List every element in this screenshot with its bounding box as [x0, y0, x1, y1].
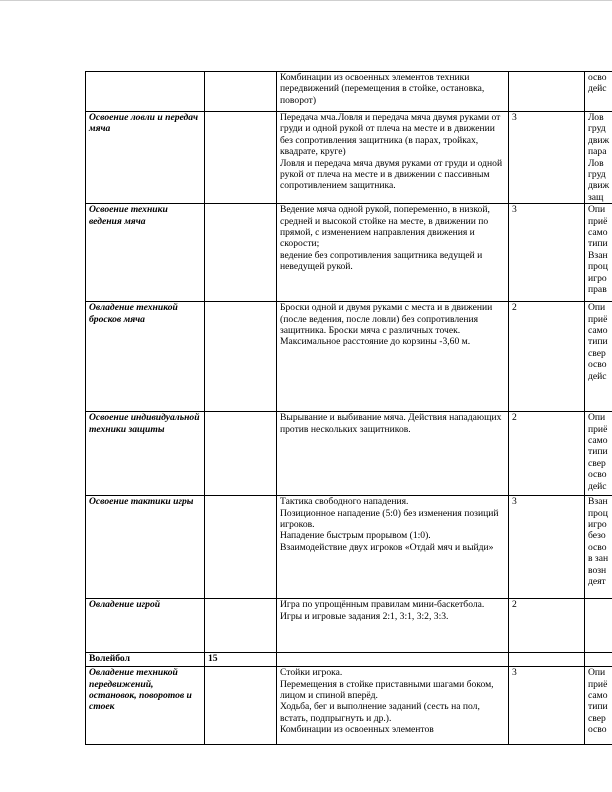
- student-activity-line: приё: [588, 678, 608, 690]
- lesson-content-paragraph: Броски одной и двумя руками с места и в движении (после ведения, после ловли) без сопротивления защитника. Броски мяча с различных точек.: [280, 302, 493, 337]
- student-activity-line: прав: [588, 284, 607, 296]
- student-activity-line: защ: [588, 191, 604, 203]
- student-activity-cell: [585, 496, 612, 599]
- total-hours-cell: 15: [205, 653, 277, 667]
- student-activity-line: осво: [588, 724, 607, 736]
- student-activity-line: приё: [588, 423, 608, 435]
- student-activity-line: дейс: [588, 83, 607, 95]
- total-hours-cell: [205, 302, 277, 412]
- table-row: [86, 412, 612, 496]
- lesson-content-paragraph: Ловля и передача мяча двумя руками от груди и одной рукой от плеча на месте и в движении с пассивным сопротивлением защитника.: [280, 157, 503, 192]
- student-activity-line: приё: [588, 313, 608, 325]
- student-activity-cell: [585, 302, 612, 412]
- lesson-hours-cell: 3: [509, 496, 585, 599]
- lesson-content-paragraph: Игры и игровые задания 2:1, 3:1, 3:2, 3:3.: [280, 610, 449, 622]
- section-title-cell: Овладение игрой: [86, 599, 205, 653]
- student-activity-line: груд: [588, 169, 606, 181]
- student-activity-line: осво: [588, 469, 607, 481]
- student-activity-line: типи: [588, 701, 608, 713]
- student-activity-line: проц: [588, 261, 608, 273]
- student-activity-line: дейс: [588, 480, 607, 492]
- student-activity-line: осво: [588, 359, 607, 371]
- section-title-cell: Освоение тактики игры: [86, 496, 205, 599]
- lesson-content-cell: [277, 667, 509, 745]
- curriculum-table: [85, 71, 612, 745]
- lesson-content-cell: [277, 412, 509, 496]
- student-activity-line: игро: [588, 519, 607, 531]
- lesson-content-paragraph: Ходьба, бег и выполнение заданий (сесть на пол, встать, подпрыгнуть и др.).: [280, 701, 480, 724]
- student-activity-line: само: [588, 227, 608, 239]
- student-activity-line: в зан: [588, 553, 609, 565]
- student-activity-line: груд: [588, 123, 606, 135]
- student-activity-cell: [585, 72, 612, 112]
- student-activity-line: типи: [588, 336, 608, 348]
- student-activity-line: Опи: [588, 412, 606, 424]
- student-activity-line: типи: [588, 238, 608, 250]
- table-row: [86, 112, 612, 204]
- student-activity-line: Взан: [588, 496, 608, 508]
- section-title-cell: [86, 72, 205, 112]
- lesson-content-cell: [277, 72, 509, 112]
- table-row: [86, 204, 612, 302]
- student-activity-line: само: [588, 690, 608, 702]
- total-hours-cell: [205, 204, 277, 302]
- lesson-content-paragraph: Нападение быстрым прорывом (1:0).: [280, 530, 431, 542]
- total-hours-cell: [205, 72, 277, 112]
- student-activity-cell: [585, 412, 612, 496]
- student-activity-line: свер: [588, 347, 606, 359]
- section-title-cell: Овладение техникой бросков мяча: [86, 302, 205, 412]
- lesson-content-cell: [277, 496, 509, 599]
- lesson-content-cell: [277, 302, 509, 412]
- student-activity-line: Опи: [588, 204, 606, 216]
- student-activity-cell: [585, 653, 612, 667]
- student-activity-line: проц: [588, 507, 608, 519]
- student-activity-line: движ: [588, 134, 610, 146]
- student-activity-line: безо: [588, 530, 606, 542]
- lesson-content-paragraph: Ведение мяча одной рукой, попеременно, в низкой, средней и высокой стойке на месте, в движении по прямой, с изменением направления движения и скорости;: [280, 204, 490, 250]
- section-title-cell: Освоение техники ведения мяча: [86, 204, 205, 302]
- lesson-content-paragraph: Игра по упрощённым правилам мини-баскетбола.: [280, 599, 485, 611]
- student-activity-line: движ: [588, 180, 610, 192]
- student-activity-line: пара: [588, 146, 607, 158]
- lesson-hours-cell: 3: [509, 204, 585, 302]
- student-activity-cell: [585, 204, 612, 302]
- lesson-hours-cell: 2: [509, 599, 585, 653]
- student-activity-line: Опи: [588, 667, 606, 679]
- lesson-content-paragraph: Перемещения в стойке приставными шагами боком, лицом и спиной вперёд.: [280, 678, 494, 702]
- lesson-hours-cell: [509, 72, 585, 112]
- section-title-cell: Волейбол: [86, 653, 205, 667]
- lesson-hours-cell: 2: [509, 412, 585, 496]
- lesson-content-paragraph: Комбинации из освоенных элементов: [280, 724, 434, 736]
- student-activity-line: дейс: [588, 370, 607, 382]
- student-activity-line: само: [588, 435, 608, 447]
- total-hours-cell: [205, 412, 277, 496]
- student-activity-line: Взан: [588, 249, 608, 261]
- student-activity-line: деят: [588, 576, 606, 588]
- lesson-content-paragraph: Комбинации из освоенных элементов техники передвижений (перемещения в стойке, остановка, поворот): [280, 72, 485, 106]
- table-body: [86, 72, 612, 745]
- student-activity-line: Лов: [588, 112, 604, 123]
- lesson-hours-cell: 3: [509, 667, 585, 745]
- lesson-content-cell: [277, 204, 509, 302]
- total-hours-cell: [205, 599, 277, 653]
- student-activity-line: игро: [588, 272, 607, 284]
- lesson-content-paragraph: Стойки игрока.: [280, 667, 343, 679]
- table-row: [86, 667, 612, 745]
- lesson-hours-cell: 3: [509, 112, 585, 204]
- table-row: [86, 496, 612, 599]
- lesson-content-paragraph: Вырывание и выбивание мяча. Действия нападающих против нескольких защитников.: [280, 412, 502, 435]
- section-title-cell: Освоение индивидуальной техники защиты: [86, 412, 205, 496]
- section-title-cell: Овладение техникой передвижений, остановок, поворотов и стоек: [86, 667, 205, 745]
- lesson-content-paragraph: Тактика свободного нападения.: [280, 496, 409, 508]
- table-row: [86, 653, 612, 667]
- lesson-hours-cell: 2: [509, 302, 585, 412]
- student-activity-cell: [585, 667, 612, 745]
- lesson-content-cell: [277, 599, 509, 653]
- student-activity-line: приё: [588, 215, 608, 227]
- lesson-content-paragraph: Взаимодействие двух игроков «Отдай мяч и выйди»: [280, 541, 494, 553]
- lesson-content-cell: [277, 653, 509, 667]
- table-row: [86, 72, 612, 112]
- section-title-cell: Освоение ловли и передач мяча: [86, 112, 205, 204]
- lesson-content-paragraph: ведение без сопротивления защитника ведущей и неведущей рукой.: [280, 249, 483, 273]
- student-activity-line: типи: [588, 446, 608, 458]
- student-activity-line: возн: [588, 564, 607, 576]
- lesson-content-paragraph: Позиционное нападение (5:0) без изменения позиций игроков.: [280, 507, 499, 531]
- student-activity-line: осво: [588, 541, 607, 553]
- student-activity-cell: [585, 599, 612, 653]
- student-activity-line: свер: [588, 457, 606, 469]
- lesson-content-paragraph: Максимальное расстояние до корзины -3,60 м.: [280, 336, 471, 348]
- lesson-hours-cell: [509, 653, 585, 667]
- table-row: [86, 599, 612, 653]
- total-hours-cell: [205, 112, 277, 204]
- table-row: [86, 302, 612, 412]
- total-hours-cell: [205, 496, 277, 599]
- student-activity-line: осво: [588, 72, 607, 83]
- lesson-content-paragraph: Передача мча.Ловля и передача мяча двумя руками от груди и одной рукой от плеча на месте и в движении без сопротивления защитника (в парах, тройках, квадрате, круге): [280, 112, 501, 158]
- student-activity-cell: [585, 112, 612, 204]
- total-hours-cell: [205, 667, 277, 745]
- student-activity-line: Опи: [588, 302, 606, 314]
- student-activity-line: Лов: [588, 157, 604, 169]
- student-activity-line: само: [588, 325, 608, 337]
- student-activity-line: свер: [588, 712, 606, 724]
- lesson-content-cell: [277, 112, 509, 204]
